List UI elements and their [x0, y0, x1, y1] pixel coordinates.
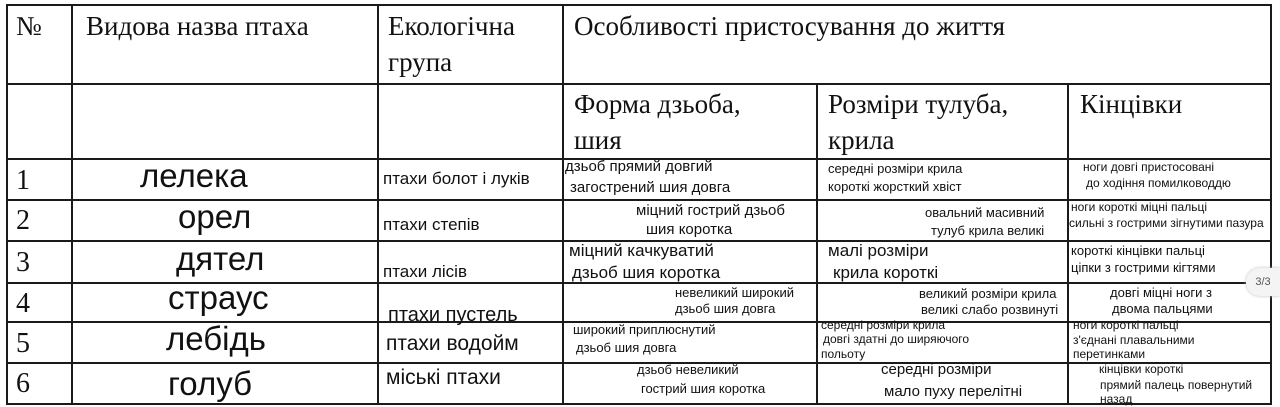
limbs-text: прямий палець повернутий [1100, 378, 1253, 392]
limbs-text: ноги короткі міцні пальці [1071, 200, 1207, 214]
col-divider [816, 84, 818, 405]
body-text: тулуб крила великі [931, 223, 1045, 238]
header-features: Особливості пристосування до життя [574, 11, 1006, 41]
body-text: середні розміри крила [821, 318, 946, 332]
header-beak-line2: шия [574, 125, 622, 155]
row-number: 4 [16, 288, 30, 319]
bird-name: голуб [168, 365, 252, 402]
row-number: 6 [16, 368, 30, 399]
row-number: 2 [16, 205, 30, 236]
limbs-text: з'єднані плавальними [1073, 333, 1195, 347]
row-number: 3 [16, 247, 30, 278]
header-body-line1: Розміри тулуба, [828, 89, 1009, 119]
header-body-line2: крила [828, 125, 895, 155]
header-name: Видова назва птаха [86, 11, 309, 41]
beak-text: гострий шия коротка [641, 381, 766, 396]
body-text: мало пуху перелітні [884, 383, 1023, 400]
beak-text: міцний качкуватий [569, 241, 714, 260]
header-eco-line2: група [388, 47, 453, 77]
beak-text: загострений шия довга [570, 179, 731, 196]
table-border-left [6, 4, 8, 405]
body-text: короткі жорсткий хвіст [828, 179, 962, 194]
table-border-bottom [6, 403, 1272, 405]
row-number: 5 [16, 328, 30, 359]
col-divider [562, 4, 564, 405]
table-border-top [6, 4, 1272, 6]
body-text: середні розміри крила [828, 161, 963, 176]
limbs-text: довгі міцні ноги з [1110, 285, 1212, 300]
body-text: крила короткі [833, 263, 939, 282]
header-limbs: Кінцівки [1080, 89, 1183, 119]
beak-text: дзьоб прямий довгий [565, 158, 713, 175]
beak-text: невеликий широкий [675, 285, 794, 300]
header-beak-line1: Форма дзьоба, [574, 89, 741, 119]
table-border-right [1270, 4, 1272, 405]
header-divider [6, 83, 1272, 85]
limbs-text: короткі кінцівки пальці [1071, 243, 1205, 258]
header-eco-line1: Екологічна [388, 11, 515, 41]
bird-name: лелека [140, 157, 248, 194]
body-text: малі розміри [828, 241, 929, 260]
limbs-text: ноги короткі пальці [1073, 318, 1179, 332]
limbs-text: кінцівки короткі [1099, 362, 1184, 376]
limbs-text: двома пальцями [1112, 301, 1213, 316]
bird-name: лебідь [166, 320, 266, 357]
page-indicator-badge[interactable]: 3/3 [1246, 268, 1280, 296]
limbs-text: до ходіння помилководдю [1086, 176, 1231, 190]
eco-group: птахи болот і луків [383, 169, 530, 188]
limbs-text: ноги довгі пристосовані [1083, 160, 1215, 174]
body-text: довгі здатні до ширяючого [823, 332, 970, 346]
beak-text: шия коротка [646, 221, 733, 238]
limbs-text: ціпки з гострими кігтями [1071, 260, 1216, 275]
beak-text: широкий приплюснутий [573, 322, 716, 337]
beak-text: міцний гострий дзьоб [636, 202, 785, 219]
eco-group: міські птахи [386, 366, 501, 389]
beak-text: дзьоб шия довга [675, 301, 776, 316]
body-text: овальний масивний [925, 205, 1045, 220]
body-text: польоту [821, 347, 866, 361]
bird-name: страус [168, 279, 269, 316]
body-text: середні розміри [881, 361, 992, 378]
limbs-text: сильні з гострими зігнутими пазура [1069, 216, 1264, 230]
eco-group: птахи лісів [383, 262, 467, 281]
bird-name: дятел [176, 240, 265, 277]
beak-text: дзьоб шия довга [576, 340, 677, 355]
body-text: великі слабо розвинуті [921, 302, 1059, 317]
eco-group: птахи пустель [388, 304, 518, 326]
limbs-text: перетинками [1073, 347, 1146, 361]
eco-group: птахи степів [383, 215, 480, 234]
col-divider [1067, 84, 1069, 405]
header-num: № [16, 11, 42, 41]
limbs-text: назад [1100, 392, 1133, 406]
row-number: 1 [16, 165, 30, 196]
col-divider [71, 4, 73, 405]
bird-name: орел [178, 198, 252, 235]
beak-text: дзьоб шия коротка [572, 263, 721, 282]
col-divider [377, 4, 379, 405]
beak-text: дзьоб невеликий [637, 362, 739, 377]
eco-group: птахи водойм [386, 332, 519, 355]
body-text: великий розміри крила [919, 286, 1057, 301]
